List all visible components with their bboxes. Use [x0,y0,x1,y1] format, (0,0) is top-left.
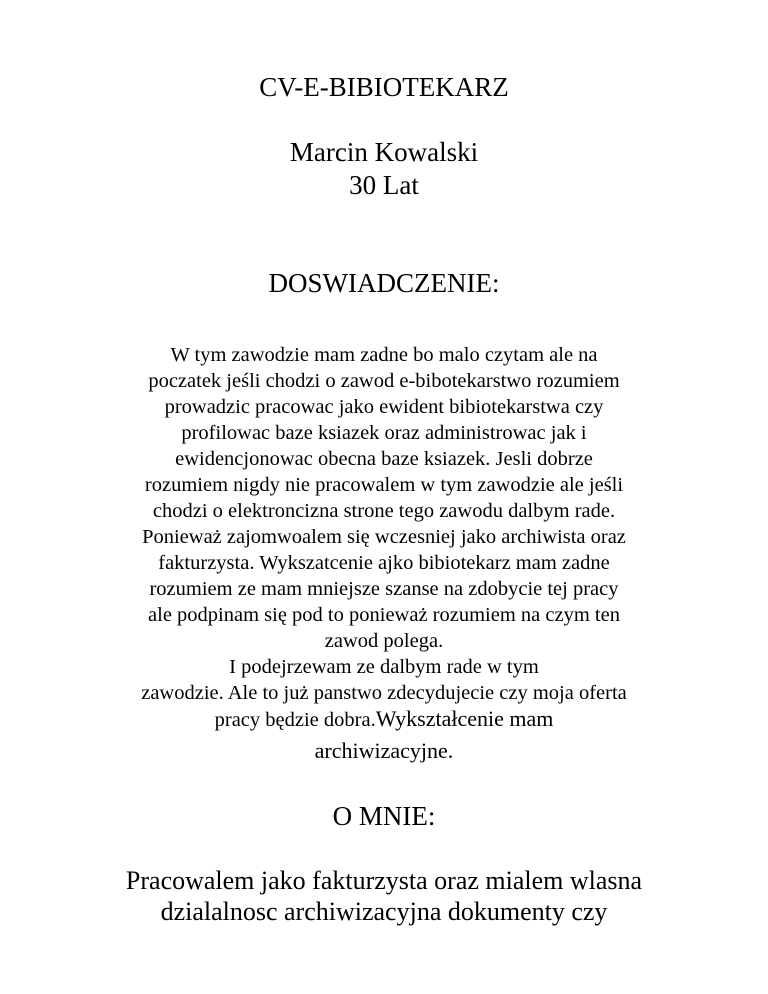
experience-final-line: archiwizacyjne. [314,738,454,763]
experience-line: zawodzie. Ale to już panstwo zdecydujecie czy moja oferta [141,682,627,704]
experience-line: profilowac baze ksiazek oraz administrowac jak i [181,422,587,444]
experience-line: W tym zawodzie mam zadne bo malo czytam ale na [170,344,598,366]
experience-heading: DOSWIADCZENIE: [268,268,500,298]
experience-line: I podejrzewam ze dalbym rade w tym [229,656,539,678]
experience-line: poczatek jeśli chodzi o zawod e-bibotekarstwo rozumiem [148,370,620,392]
experience-line-part: Wykształcenie mam [375,706,554,731]
experience-line: rozumiem ze mam mniejsze szanse na zdobycie tej pracy [149,578,619,600]
experience-line: Ponieważ zajomwoalem się wczesniej jako archiwista oraz [142,526,626,548]
experience-line: zawod polega. [324,630,444,652]
experience-line: rozumiem nigdy nie pracowalem w tym zawodzie ale jeśli [144,474,624,496]
experience-line: ale podpinam się pod to ponieważ rozumiem na czym ten [148,604,620,626]
about-heading: O MNIE: [332,801,436,831]
experience-line: ewidencjonowac obecna baze ksiazek. Jesli dobrze [175,448,593,470]
document-title: CV-E-BIBIOTEKARZ [259,72,509,102]
candidate-age: 30 Lat [349,170,419,200]
about-line: dzialalnosc archiwizacyjna dokumenty czy [160,897,608,926]
experience-line-part: pracy będzie dobra. [214,709,376,731]
experience-line: prowadzic pracowac jako ewident bibiotekarstwa czy [164,396,604,418]
experience-line: fakturzysta. Wykszatcenie ajko bibiotekarz mam zadne [158,552,610,574]
experience-line-mixed [0,706,768,732]
candidate-name: Marcin Kowalski [289,137,479,167]
experience-line: chodzi o elektroncizna strone tego zawodu dalbym rade. [152,500,616,522]
about-line: Pracowalem jako fakturzysta oraz mialem wlasna [125,866,643,895]
